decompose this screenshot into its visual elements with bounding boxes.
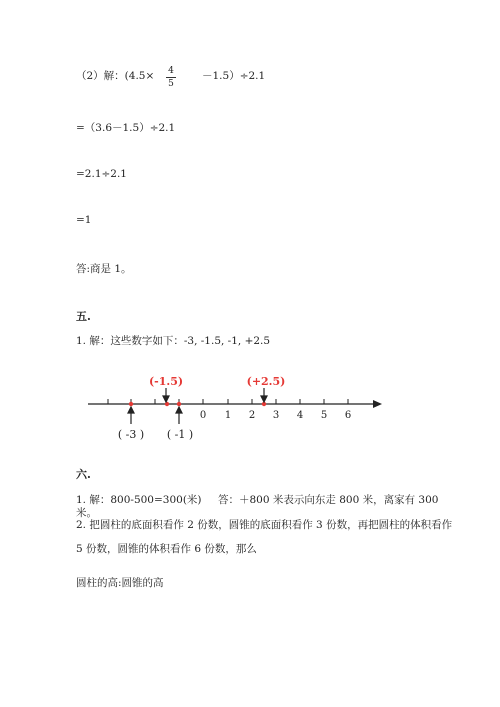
solution-line-4: =1	[76, 214, 92, 226]
point-minus-1	[177, 402, 181, 406]
section-6-line-3: 圆柱的高:圆锥的高	[76, 577, 164, 589]
label-minus-3: ( -3 )	[117, 428, 145, 441]
solution-line-3: =2.1÷2.1	[76, 168, 127, 180]
label-plus-2-5: (+2.5)	[246, 375, 286, 388]
arrowhead-down-minus-1-5	[163, 396, 169, 402]
arrowhead-up-minus-1	[176, 407, 182, 413]
section-6-line-1b: 答：＋800 米表示向东走 800 米，离家有 300	[218, 494, 439, 506]
solution-line-2: =（3.6－1.5）÷2.1	[76, 122, 176, 134]
axis-ticks	[108, 399, 348, 404]
tick-label-6: 6	[344, 410, 352, 421]
section-6-line-1c: 米。	[76, 507, 97, 519]
fraction-numerator: 4	[168, 66, 174, 76]
label-minus-1-5: (-1.5)	[148, 375, 184, 388]
label-minus-1: ( -1 )	[166, 428, 194, 441]
section-6-line-1a: 1. 解：800-500=300(米)	[76, 494, 202, 506]
solution-line-1-suffix: －1.5）÷2.1	[202, 70, 266, 82]
section-6-line-2a: 2. 把圆柱的底面积看作 2 份数，圆锥的底面积看作 3 份数，再把圆柱的体积看作	[76, 519, 453, 531]
solution-answer: 答:商是 1。	[76, 263, 132, 275]
axis-arrowhead	[373, 400, 382, 408]
arrowhead-down-plus-2-5	[261, 396, 267, 402]
solution-line-1: （2）解：(4.5×	[76, 70, 155, 82]
arrowhead-up-minus-3	[128, 407, 134, 413]
section-5-heading: 五.	[76, 310, 91, 323]
section-6-line-2b: 5 份数，圆锥的体积看作 6 份数，那么	[76, 543, 257, 555]
section-5-line-1: 1. 解：这些数字如下：-3, -1.5, -1, +2.5	[76, 335, 271, 347]
fraction-denominator: 5	[168, 79, 174, 89]
section-6-heading: 六.	[76, 468, 91, 481]
tick-label-2: 2	[248, 410, 256, 421]
tick-label-4: 4	[296, 410, 304, 421]
point-minus-1-5	[165, 402, 169, 406]
point-minus-3	[129, 402, 133, 406]
tick-label-1: 1	[224, 410, 232, 421]
tick-label-0: 0	[199, 410, 207, 421]
tick-label-5: 5	[320, 410, 328, 421]
tick-label-3: 3	[272, 410, 280, 421]
